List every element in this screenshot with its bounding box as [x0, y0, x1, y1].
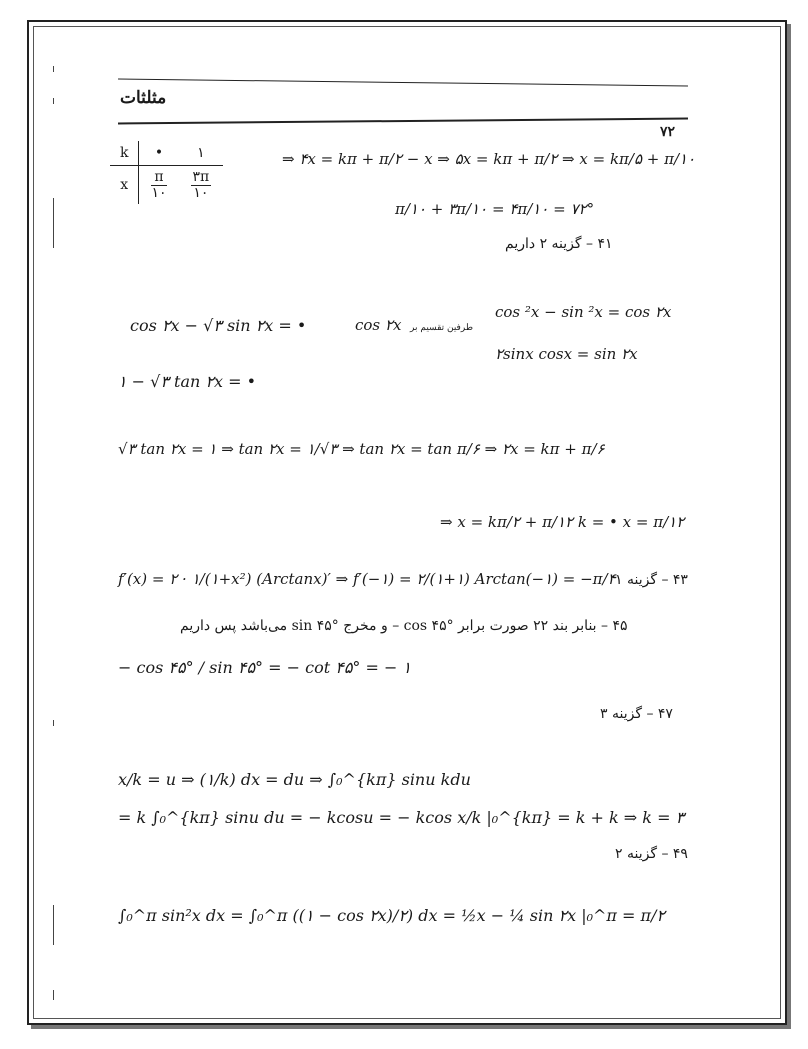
- answer-41: ۴۱ – گزینه ۲ داریم: [505, 236, 613, 252]
- margin-mark: [53, 98, 54, 104]
- answer-49: ۴۹ – گزینه ۲: [615, 846, 688, 862]
- equation-divide-term: cos ۲x: [355, 316, 402, 334]
- equation-sum-angles: π/۱۰ + ۳π/۱۰ = ۴π/۱۰ = ۷۲°: [395, 200, 595, 218]
- answer-43: ۴۳ – گزینه ۱: [615, 572, 688, 588]
- table-cell: ۱: [197, 145, 205, 161]
- equation-integral-eval: = k ∫₀^{kπ} sinu du = − kcosu = − kcos x/k |₀^{kπ} = k + k ⇒ k = ۳: [118, 808, 685, 827]
- equation-integral-sin-squared: ∫₀^π sin²x dx = ∫₀^π ((۱ − cos ۲x)/۲) dx = ½x − ¼ sin ۲x |₀^π = π/۲: [118, 906, 666, 925]
- answer-47: ۴۷ – گزینه ۳: [600, 706, 673, 722]
- table-row-label: x: [110, 166, 139, 205]
- equation-tan-zero: ۱ − √۳ tan ۲x = •: [118, 372, 257, 391]
- table-cell: [179, 166, 224, 205]
- margin-mark: [53, 905, 54, 945]
- margin-mark: [53, 66, 54, 72]
- page-number: ۷۲: [660, 124, 676, 140]
- identity-double-angle-cos: cos ²x − sin ²x = cos ۲x: [495, 303, 672, 321]
- equation-substitution: x/k = u ⇒ (۱/k) dx = du ⇒ ∫₀^{kπ} sinu kdu: [118, 770, 471, 789]
- divide-note: طرفین تقسیم بر: [410, 323, 473, 333]
- margin-mark: [53, 990, 54, 1000]
- k-x-table: [110, 141, 223, 204]
- table-cell: •: [154, 145, 164, 161]
- margin-mark: [53, 198, 54, 248]
- equation-cot: − cos ۴۵° / sin ۴۵° = − cot ۴۵° = − ۱: [118, 658, 412, 677]
- equation-tan-solve: √۳ tan ۲x = ۱ ⇒ tan ۲x = ۱/√۳ ⇒ tan ۲x = tan π/۶ ⇒ ۲x = kπ + π/۶: [118, 440, 605, 458]
- equation-derivative: f′(x) = ۲ · ۱/(۱+x²) (Arctanx)′ ⇒ f′(−۱) = ۲/(۱+۱) Arctan(−۱) = −π/۴: [118, 570, 616, 588]
- fraction: $\frac{۳\pi}{۱۰}$: [192, 169, 210, 201]
- equation-x-result: ⇒ x = kπ/۲ + π/۱۲ k = • x = π/۱۲: [440, 513, 685, 531]
- equation-solve-x: ⇒ ۴x = kπ + π/۲ − x ⇒ ۵x = kπ + π/۲ ⇒ x = kπ/۵ + π/۱۰: [282, 150, 696, 168]
- fraction: $\frac{\pi}{۱۰}$: [151, 169, 167, 201]
- table-cell: [139, 166, 179, 205]
- margin-mark: [53, 720, 54, 726]
- equation-cos-sin: cos ۲x − √۳ sin ۲x = •: [130, 316, 307, 335]
- table-row-label: k: [110, 141, 139, 166]
- identity-double-angle-sin: ۲sinx cosx = sin ۲x: [495, 345, 638, 363]
- answer-45: ۴۵ – بنابر بند ۲۲ صورت برابر cos ۴۵° – و مخرج sin ۴۵° می‌باشد پس داریم: [180, 618, 628, 634]
- chapter-title: مثلثات: [120, 88, 167, 108]
